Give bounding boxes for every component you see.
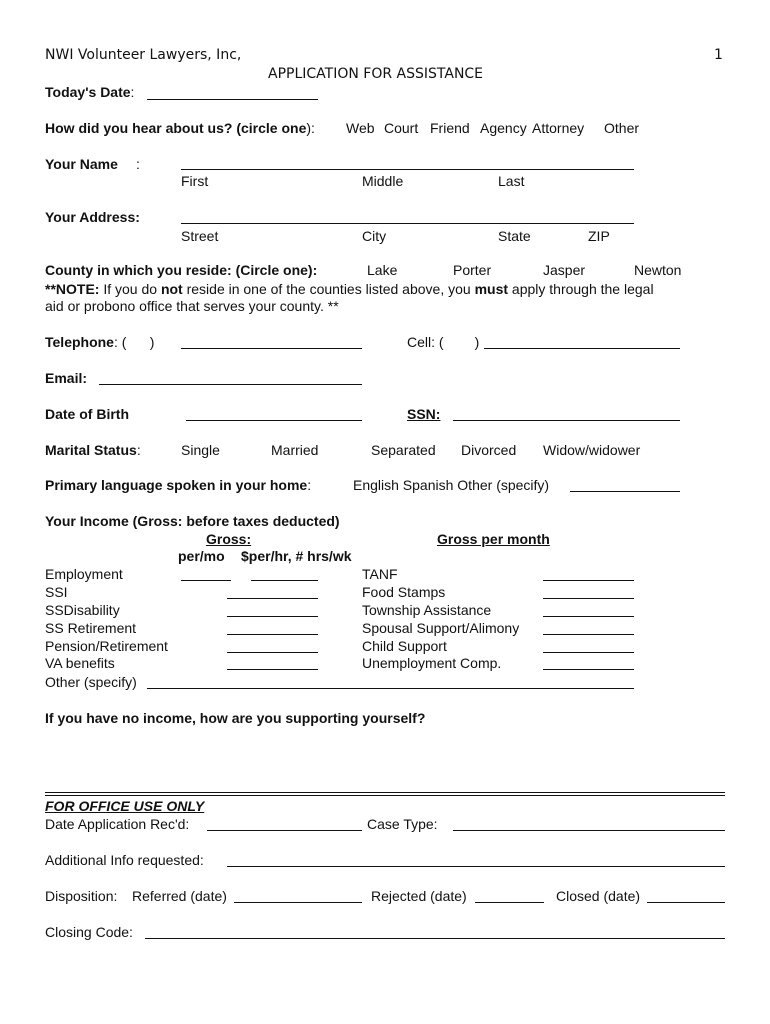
- marital-option-single[interactable]: Single: [181, 442, 220, 458]
- dob-label: Date of Birth: [45, 406, 129, 422]
- income-gross-month-head: Gross per month: [437, 531, 550, 547]
- child-support-field[interactable]: [543, 652, 634, 653]
- income-item-spousal: Spousal Support/Alimony: [362, 620, 520, 636]
- email-label: Email:: [45, 370, 88, 386]
- marital-label: Marital Status:: [45, 442, 141, 458]
- name-middle-caption: Middle: [362, 173, 404, 189]
- income-gross-head: Gross:: [206, 531, 252, 547]
- no-income-question: If you have no income, how are you supporting yourself?: [45, 710, 426, 726]
- disposition-label: Disposition:: [45, 888, 118, 904]
- closing-code-field[interactable]: [145, 938, 725, 939]
- marital-option-divorced[interactable]: Divorced: [461, 442, 517, 458]
- hear-about-label: How did you hear about us? (circle one):: [45, 120, 315, 136]
- address-city-caption: City: [362, 228, 387, 244]
- ssi-field[interactable]: [227, 598, 318, 599]
- income-item-ssi: SSI: [45, 584, 68, 600]
- referred-label: Referred (date): [132, 888, 227, 904]
- income-item-va: VA benefits: [45, 655, 115, 671]
- va-field[interactable]: [227, 669, 318, 670]
- income-other-label: Other (specify): [45, 674, 137, 690]
- form-title: APPLICATION FOR ASSISTANCE: [268, 66, 484, 82]
- ssdisability-field[interactable]: [227, 616, 318, 617]
- cell-label: Cell: ( ): [407, 334, 480, 350]
- income-other-field[interactable]: [147, 688, 634, 689]
- page-number: 1: [714, 47, 723, 63]
- name-field[interactable]: [181, 169, 634, 170]
- marital-option-widow[interactable]: Widow/widower: [543, 442, 641, 458]
- county-note-line2: aid or probono office that serves your county. **: [45, 298, 339, 314]
- email-field[interactable]: [99, 384, 362, 385]
- employment-per-mo-field[interactable]: [181, 580, 231, 581]
- name-label: Your Name: [45, 156, 118, 172]
- date-recd-label: Date Application Rec'd:: [45, 816, 190, 832]
- income-item-unemployment: Unemployment Comp.: [362, 655, 502, 671]
- hear-option-attorney[interactable]: Attorney: [532, 120, 585, 136]
- todays-date-label: Today's Date:: [45, 84, 135, 100]
- org-name: NWI Volunteer Lawyers, Inc,: [45, 47, 242, 63]
- rejected-label: Rejected (date): [371, 888, 467, 904]
- pension-field[interactable]: [227, 652, 318, 653]
- income-per-hr-head: $per/hr, # hrs/wk: [241, 548, 352, 564]
- marital-option-married[interactable]: Married: [271, 442, 319, 458]
- income-title: Your Income (Gross: before taxes deducted): [45, 513, 340, 529]
- county-label: County in which you reside: (Circle one):: [45, 262, 318, 278]
- todays-date-field[interactable]: [147, 99, 318, 100]
- additional-info-field[interactable]: [227, 866, 725, 867]
- income-item-tanf: TANF: [362, 566, 398, 582]
- closing-code-label: Closing Code:: [45, 924, 133, 940]
- name-first-caption: First: [181, 173, 209, 189]
- office-divider: [45, 792, 725, 796]
- income-item-pension: Pension/Retirement: [45, 638, 168, 654]
- county-option-jasper[interactable]: Jasper: [543, 262, 586, 278]
- income-item-ssdisability: SSDisability: [45, 602, 120, 618]
- cell-field[interactable]: [484, 348, 680, 349]
- hear-option-friend[interactable]: Friend: [430, 120, 470, 136]
- date-recd-field[interactable]: [207, 830, 362, 831]
- ss-retirement-field[interactable]: [227, 634, 318, 635]
- referred-field[interactable]: [234, 902, 362, 903]
- county-option-newton[interactable]: Newton: [634, 262, 682, 278]
- ssn-field[interactable]: [453, 420, 680, 421]
- address-label: Your Address:: [45, 209, 140, 225]
- spousal-field[interactable]: [543, 634, 634, 635]
- employment-per-hr-field[interactable]: [251, 580, 318, 581]
- income-item-employment: Employment: [45, 566, 123, 582]
- name-colon: :: [136, 156, 140, 172]
- income-item-ss-retirement: SS Retirement: [45, 620, 137, 636]
- ssn-label: SSN:: [407, 406, 441, 422]
- address-zip-caption: ZIP: [588, 228, 610, 244]
- unemployment-field[interactable]: [543, 669, 634, 670]
- office-title: FOR OFFICE USE ONLY: [45, 798, 205, 814]
- hear-option-web[interactable]: Web: [346, 120, 375, 136]
- language-label: Primary language spoken in your home:: [45, 477, 312, 493]
- closed-label: Closed (date): [556, 888, 641, 904]
- telephone-field[interactable]: [181, 348, 362, 349]
- income-item-township: Township Assistance: [362, 602, 492, 618]
- telephone-label: Telephone: ( ): [45, 334, 155, 350]
- tanf-field[interactable]: [543, 580, 634, 581]
- rejected-field[interactable]: [475, 902, 544, 903]
- closed-field[interactable]: [647, 902, 725, 903]
- township-field[interactable]: [543, 616, 634, 617]
- language-options[interactable]: English Spanish Other (specify): [353, 477, 550, 493]
- case-type-field[interactable]: [453, 830, 725, 831]
- case-type-label: Case Type:: [367, 816, 438, 832]
- marital-option-separated[interactable]: Separated: [371, 442, 436, 458]
- county-option-lake[interactable]: Lake: [367, 262, 398, 278]
- hear-option-agency[interactable]: Agency: [480, 120, 527, 136]
- name-last-caption: Last: [498, 173, 525, 189]
- food-stamps-field[interactable]: [543, 598, 634, 599]
- language-other-field[interactable]: [570, 491, 680, 492]
- dob-field[interactable]: [186, 420, 362, 421]
- additional-info-label: Additional Info requested:: [45, 852, 204, 868]
- income-item-child-support: Child Support: [362, 638, 447, 654]
- county-option-porter[interactable]: Porter: [453, 262, 492, 278]
- hear-option-court[interactable]: Court: [384, 120, 419, 136]
- address-state-caption: State: [498, 228, 531, 244]
- address-field[interactable]: [181, 223, 634, 224]
- county-note: **NOTE: If you do not reside in one of the counties listed above, you must apply through the legal: [45, 281, 654, 297]
- hear-option-other[interactable]: Other: [604, 120, 640, 136]
- address-street-caption: Street: [181, 228, 219, 244]
- income-per-mo-head: per/mo: [178, 548, 225, 564]
- income-item-food-stamps: Food Stamps: [362, 584, 446, 600]
